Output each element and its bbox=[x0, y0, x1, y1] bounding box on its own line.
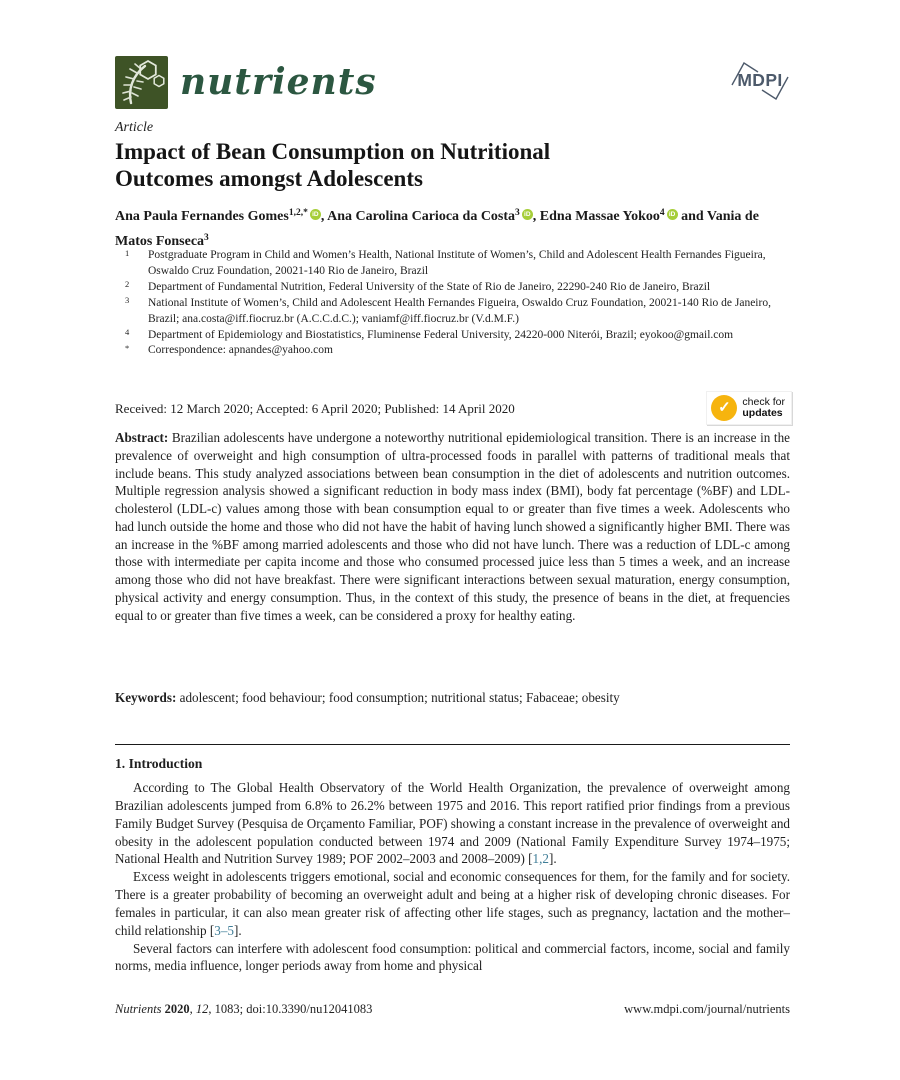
affiliation-text: Department of Fundamental Nutrition, Federal University of the State of Rio de Janeiro, 22290-240 Rio de Janeiro, Brazil bbox=[148, 280, 711, 293]
journal-name: nutrients bbox=[180, 61, 377, 103]
author-name: and Vania de Matos Fonseca bbox=[115, 209, 759, 249]
mdpi-logo[interactable] bbox=[730, 58, 790, 104]
mdpi-logo-text: MDPI bbox=[737, 70, 783, 90]
intro-heading: 1. Introduction bbox=[115, 756, 203, 771]
author bbox=[540, 209, 681, 224]
paragraph-text: ]. bbox=[233, 922, 242, 938]
intro-paragraph-2 bbox=[115, 868, 790, 939]
author-affil-sup: 3 bbox=[515, 208, 520, 218]
badge-line-2: updates bbox=[742, 407, 783, 419]
orcid-icon[interactable]: iD bbox=[310, 209, 321, 220]
footer-volume: 12 bbox=[195, 1002, 209, 1016]
footer-sep: , bbox=[189, 1002, 196, 1016]
paragraph-text: Several factors can interfere with adolescent food consumption: political and commercial factors, income, social and family norms, media influence, longer periods away from home and physical bbox=[115, 940, 790, 974]
author-affil-sup: 1,2,* bbox=[288, 208, 308, 218]
affiliation-item bbox=[115, 328, 790, 344]
dates-line: Received: 12 March 2020; Accepted: 6 April 2020; Published: 14 April 2020 bbox=[115, 401, 515, 416]
affiliation-item-correspondence bbox=[115, 343, 790, 359]
orcid-icon[interactable]: iD bbox=[667, 209, 678, 220]
paragraph-text: Excess weight in adolescents triggers emotional, social and economic consequences for them, for the family and for society. There is a greater probability of becoming an overweight adult and being at a higher risk of developing chronic diseases. For females in particular, it can also mean greater risk of affecting other life stages, such as pregnancy, lactation and the mother–child relationship [ bbox=[115, 869, 790, 938]
author-list bbox=[115, 203, 790, 252]
affiliation-marker: 2 bbox=[125, 279, 130, 290]
abstract-text: Brazilian adolescents have undergone a noteworthy nutritional epidemiological transition. There is an increase in the prevalence of overweight and high consumption of ultra-processed foods in parallel with patterns of traditional meals that include beans. This study analyzed associations between bean consumption in the diet of adolescents and nutrition outcomes. Multiple regression analysis showed a significant reduction in body mass index (BMI), body fat percentage (%BF) and LDL-cholesterol (LDL-c) values among those with bean consumption equal to or greater than five times a week. Adolescents who had lunch outside the home and those who did not have the habit of having lunch showed a significantly higher BMI. There was an increase in the %BF among married adolescents and those who did not have lunch. There was a reduction of LDL-c among those with intermediate per capita income and those who consumed processed juice less than 5 times a week, and an increase among those who did not have breakfast. There were significant interactions between sexual maturation, energy consumption, physical activity and energy consumption. Thus, in the context of this study, the presence of beans in the diet, at frequencies equal to or greater than five times a week, can be considered a proxy for healthy eating. bbox=[115, 430, 790, 623]
affiliation-marker: 3 bbox=[125, 295, 130, 306]
footer-doi: , 1083; doi:10.3390/nu12041083 bbox=[208, 1002, 373, 1016]
page-footer bbox=[115, 1002, 790, 1017]
author-name: Ana Carolina Carioca da Costa bbox=[327, 209, 516, 224]
affiliation-item bbox=[115, 296, 790, 328]
author bbox=[115, 209, 327, 224]
intro-paragraph-3 bbox=[115, 940, 790, 976]
affiliation-text: Postgraduate Program in Child and Women’s Health, National Institute of Women’s, Child and Adolescent Health Fernandes Figueira, Oswaldo Cruz Foundation, 20021-140 Rio de Janeiro, Brazil bbox=[148, 249, 766, 277]
affiliation-marker: 4 bbox=[125, 327, 130, 338]
affiliation-text: National Institute of Women’s, Child and Adolescent Health Fernandes Figueira, Oswaldo Cruz Foundation, 20021-140 Rio de Janeiro, Brazil; ana.costa@iff.fiocruz.br (A.C.C.d.C.); vaniamf@iff.fiocruz.br (V.d.M.F.) bbox=[148, 296, 771, 325]
author bbox=[327, 209, 540, 224]
footer-year: 2020 bbox=[164, 1002, 190, 1016]
author-name: Ana Paula Fernandes Gomes bbox=[115, 209, 289, 224]
author-name: Edna Massae Yokoo bbox=[539, 209, 660, 224]
author-separator: , bbox=[320, 209, 328, 224]
affiliation-text: Correspondence: apnandes@yahoo.com bbox=[148, 344, 333, 357]
article-type-label: Article bbox=[115, 120, 154, 135]
author-affil-sup: 3 bbox=[204, 232, 209, 243]
citation-link[interactable]: 1,2 bbox=[532, 851, 549, 867]
badge-line-1: check for bbox=[742, 395, 785, 408]
paragraph-text: According to The Global Health Observatory of the World Health Organization, the prevalence of overweight among Brazilian adolescents jumped from 6.8% to 26.2% between 1975 and 2016. This report ratified prior findings from a previous Family Budget Survey (Pesquisa de Orçamento Familiar, POF) showing a constant increase in the prevalence of overweight and obesity in the adolescent population conducted between 1974 and 2009 (National Family Expenditure Survey 1974–1975; National Health and Nutrition Survey 1989; POF 2002–2003 and 2008–2009) [ bbox=[115, 780, 790, 867]
intro-body bbox=[115, 779, 790, 975]
abstract-label: Abstract: bbox=[115, 430, 169, 445]
keywords-text: adolescent; food behaviour; food consumption; nutritional status; Fabaceae; obesity bbox=[179, 690, 620, 705]
journal-logo[interactable] bbox=[115, 56, 377, 109]
keywords bbox=[115, 690, 790, 706]
affiliation-list bbox=[115, 248, 790, 359]
affiliation-marker: 1 bbox=[125, 247, 130, 258]
author-affil-sup: 4 bbox=[659, 208, 665, 218]
affiliation-item bbox=[115, 280, 790, 296]
footer-citation bbox=[115, 1002, 372, 1017]
footer-journal-name: Nutrients bbox=[115, 1002, 162, 1016]
abstract bbox=[115, 429, 790, 624]
badge-label bbox=[742, 397, 785, 420]
affiliation-marker: * bbox=[125, 342, 130, 353]
checkmark-icon: ✓ bbox=[711, 395, 737, 421]
page-header bbox=[115, 56, 790, 109]
check-for-updates-badge[interactable] bbox=[706, 391, 792, 425]
footer-journal-url[interactable]: www.mdpi.com/journal/nutrients bbox=[624, 1002, 790, 1016]
page-title bbox=[115, 138, 790, 192]
paragraph-text: ]. bbox=[548, 851, 557, 867]
title-line-1: Impact of Bean Consumption on Nutritional bbox=[115, 139, 551, 164]
nutrients-leaf-icon bbox=[115, 56, 168, 109]
intro-paragraph-1 bbox=[115, 779, 790, 868]
title-line-2: Outcomes amongst Adolescents bbox=[115, 166, 423, 191]
citation-link[interactable]: 3–5 bbox=[214, 922, 234, 938]
author-separator: , bbox=[532, 209, 540, 224]
orcid-icon[interactable]: iD bbox=[522, 209, 533, 220]
affiliation-text: Department of Epidemiology and Biostatistics, Fluminense Federal University, 24220-000 Niterói, Brazil; eyokoo@gmail.com bbox=[148, 328, 734, 341]
section-divider bbox=[115, 744, 790, 745]
keywords-label: Keywords: bbox=[115, 690, 177, 705]
affiliation-item bbox=[115, 248, 790, 280]
